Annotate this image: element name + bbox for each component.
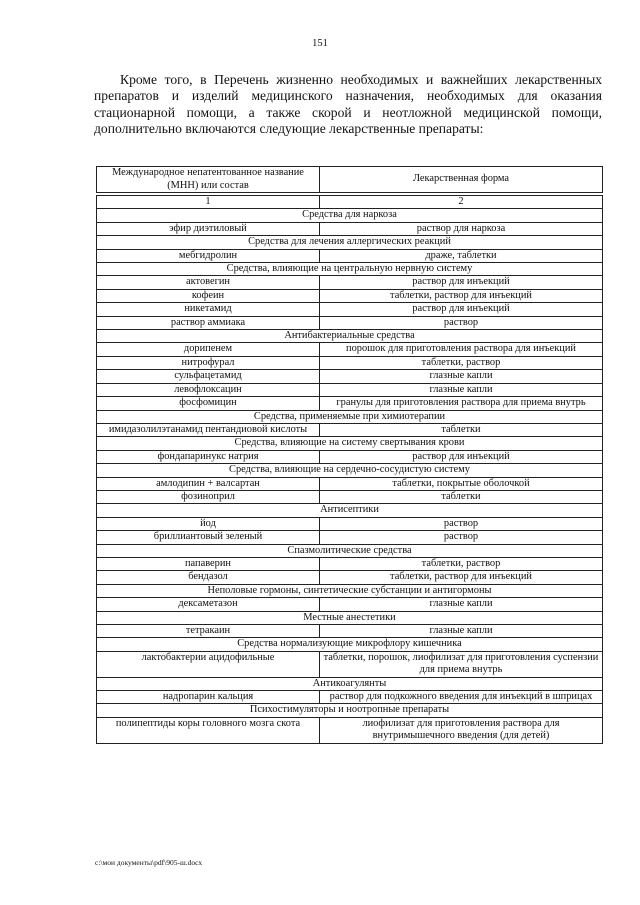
column-number-2: 2 [320, 196, 603, 209]
drug-name: дексаметазон [97, 598, 320, 611]
dosage-form: таблетки [320, 423, 603, 436]
drug-name: надропарин кальция [97, 691, 320, 704]
column-number-row [97, 196, 603, 209]
group-heading: Антибактериальные средства [97, 330, 603, 343]
table-row [97, 383, 603, 396]
drug-name: фондапаринукс натрия [97, 450, 320, 463]
table-row [97, 316, 603, 329]
group-row [97, 704, 603, 717]
page-number: 151 [312, 38, 328, 49]
group-heading: Средства, влияющие на сердечно-сосудистую систему [97, 464, 603, 477]
group-row [97, 209, 603, 222]
drug-name: кофеин [97, 289, 320, 302]
group-heading: Средства, влияющие на систему свертывания крови [97, 437, 603, 450]
dosage-form: порошок для приготовления раствора для инъекций [320, 343, 603, 356]
table-row [97, 222, 603, 235]
dosage-form: раствор [320, 517, 603, 530]
drug-list-table [96, 166, 603, 744]
dosage-form: гранулы для приготовления раствора для приема внутрь [320, 397, 603, 410]
drug-name: актовегин [97, 276, 320, 289]
group-heading: Спазмолитические средства [97, 544, 603, 557]
dosage-form: таблетки, раствор [320, 356, 603, 369]
drug-name: амлодипин + валсартан [97, 477, 320, 490]
group-row [97, 263, 603, 276]
group-row [97, 584, 603, 597]
drug-name: дорипенем [97, 343, 320, 356]
drug-name: бриллиантовый зеленый [97, 531, 320, 544]
group-heading: Средства, применяемые при химиотерапии [97, 410, 603, 423]
dosage-form: таблетки, покрытые оболочкой [320, 477, 603, 490]
drug-name: фосфомицин [97, 397, 320, 410]
group-row [97, 611, 603, 624]
group-row [97, 236, 603, 249]
dosage-form: таблетки, порошок, лиофилизат для приготовления суспензии для приема внутрь [320, 651, 603, 677]
dosage-form: раствор [320, 531, 603, 544]
header-inn: Международное непатентованное название (МНН) или состав [97, 167, 320, 193]
table-row [97, 691, 603, 704]
table-row [97, 397, 603, 410]
table-row [97, 343, 603, 356]
dosage-form: раствор [320, 316, 603, 329]
table-row [97, 517, 603, 530]
intro-paragraph: Кроме того, в Перечень жизненно необходимых и важнейших лекарственных препаратов и изделий медицинского назначения, необходимых для оказания стационарной помощи, а также скорой и неотложной медицинской помощи, дополнительно включаются следующие лекарственные препараты: [94, 72, 602, 136]
group-row [97, 638, 603, 651]
table-row [97, 651, 603, 677]
group-heading: Средства для лечения аллергических реакций [97, 236, 603, 249]
table-row [97, 356, 603, 369]
group-heading: Средства для наркоза [97, 209, 603, 222]
drug-name: тетракаин [97, 625, 320, 638]
dosage-form: раствор для инъекций [320, 450, 603, 463]
dosage-form: раствор для наркоза [320, 222, 603, 235]
file-path-footer: c:\мои документы\pdf\905-ш.docx [95, 858, 203, 867]
table-row [97, 490, 603, 503]
table-header-row [97, 167, 603, 193]
drug-name: бендазол [97, 571, 320, 584]
table-row [97, 289, 603, 302]
column-number-1: 1 [97, 196, 320, 209]
group-heading: Антикоагулянты [97, 677, 603, 690]
table-row [97, 276, 603, 289]
dosage-form: лиофилизат для приготовления раствора для внутримышечного введения (для детей) [320, 717, 603, 743]
dosage-form: таблетки, раствор для инъекций [320, 571, 603, 584]
drug-name: папаверин [97, 557, 320, 570]
table-row [97, 477, 603, 490]
drug-name: мебгидролин [97, 249, 320, 262]
table-row [97, 423, 603, 436]
table-row [97, 717, 603, 743]
group-row [97, 544, 603, 557]
group-row [97, 504, 603, 517]
dosage-form: раствор для инъекций [320, 303, 603, 316]
table-row [97, 249, 603, 262]
drug-name: йод [97, 517, 320, 530]
group-row [97, 677, 603, 690]
dosage-form: глазные капли [320, 383, 603, 396]
table-row [97, 370, 603, 383]
group-heading: Местные анестетики [97, 611, 603, 624]
dosage-form: таблетки, раствор [320, 557, 603, 570]
group-row [97, 410, 603, 423]
table-row [97, 598, 603, 611]
table-row [97, 625, 603, 638]
group-heading: Средства, влияющие на центральную нервную систему [97, 263, 603, 276]
table-row [97, 571, 603, 584]
dosage-form: драже, таблетки [320, 249, 603, 262]
drug-name: сульфацетамид [97, 370, 320, 383]
dosage-form: раствор для инъекций [320, 276, 603, 289]
group-heading: Антисептики [97, 504, 603, 517]
table-row [97, 531, 603, 544]
dosage-form: таблетки [320, 490, 603, 503]
dosage-form: глазные капли [320, 370, 603, 383]
dosage-form: таблетки, раствор для инъекций [320, 289, 603, 302]
drug-name: левофлоксацин [97, 383, 320, 396]
drug-name: полипептиды коры головного мозга скота [97, 717, 320, 743]
drug-name: эфир диэтиловый [97, 222, 320, 235]
group-heading: Психостимуляторы и ноотропные препараты [97, 704, 603, 717]
dosage-form: глазные капли [320, 625, 603, 638]
group-row [97, 437, 603, 450]
dosage-form: раствор для подкожного введения для инъекций в шприцах [320, 691, 603, 704]
drug-name: имидазолилэтанамид пентандиовой кислоты [97, 423, 320, 436]
drug-name: раствор аммиака [97, 316, 320, 329]
table-row [97, 557, 603, 570]
group-row [97, 464, 603, 477]
header-form: Лекарственная форма [320, 167, 603, 193]
group-heading: Неполовые гормоны, синтетические субстанции и антигормоны [97, 584, 603, 597]
drug-name: лактобактерии ацидофильные [97, 651, 320, 677]
dosage-form: глазные капли [320, 598, 603, 611]
table-row [97, 303, 603, 316]
group-heading: Средства нормализующие микрофлору кишечника [97, 638, 603, 651]
drug-name: нитрофурал [97, 356, 320, 369]
drug-name: никетамид [97, 303, 320, 316]
drug-name: фозиноприл [97, 490, 320, 503]
group-row [97, 330, 603, 343]
table-row [97, 450, 603, 463]
